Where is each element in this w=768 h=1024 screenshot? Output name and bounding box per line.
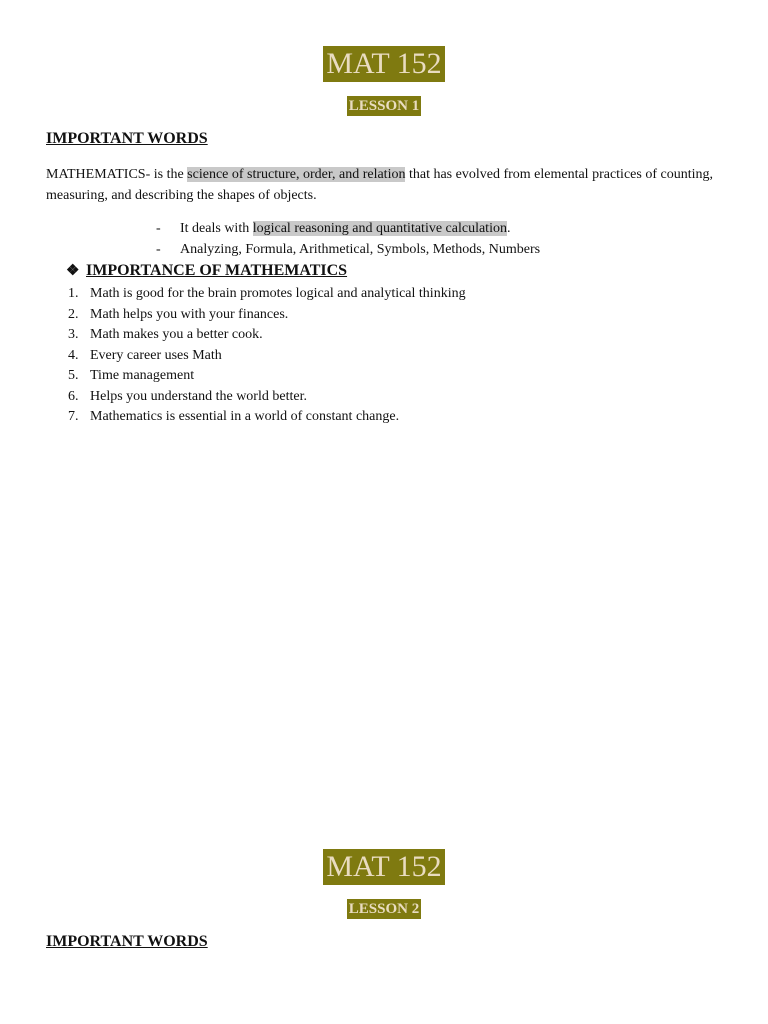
bullet-text-end: . xyxy=(506,221,511,236)
item-number: 1. xyxy=(68,286,79,301)
item-text: Mathematics is essential in a world of constant change. xyxy=(90,409,400,424)
item-text: Math helps you with your finances. xyxy=(90,306,289,322)
definition-term: MATHEMATICS- is the xyxy=(46,167,188,182)
lesson1-title-block xyxy=(0,46,768,82)
dash-bullet: - xyxy=(156,242,161,257)
importance-list xyxy=(66,284,466,428)
list-item xyxy=(66,346,466,367)
list-item xyxy=(66,366,466,387)
item-text: Time management xyxy=(90,368,195,383)
lesson2-title-block xyxy=(0,849,768,885)
item-text: Helps you understand the world better. xyxy=(90,388,307,404)
lesson-label: LESSON 1 xyxy=(348,98,420,114)
list-item xyxy=(156,239,540,260)
importance-heading-text: IMPORTANCE OF MATHEMATICS xyxy=(86,262,348,279)
list-item xyxy=(66,284,466,305)
bullet-text: It deals with xyxy=(180,221,253,236)
bullet-highlight: logical reasoning and quantitative calculation xyxy=(252,221,507,236)
dash-bullet: - xyxy=(156,221,161,236)
list-item xyxy=(156,218,540,239)
list-item xyxy=(66,387,466,408)
diamond-bullet-icon: ❖ xyxy=(66,263,80,279)
item-text: Every career uses Math xyxy=(90,347,222,363)
item-number: 7. xyxy=(68,409,79,424)
definition-rest: that has evolved from elemental practices of counting, measuring, and describing the shapes of objects. xyxy=(46,167,713,203)
importance-heading xyxy=(66,261,347,280)
lesson-label: LESSON 2 xyxy=(348,901,420,917)
item-text: Math is good for the brain promotes logical and analytical thinking xyxy=(90,286,466,301)
lesson2-label-block xyxy=(0,899,768,919)
course-title: MAT 152 xyxy=(323,46,444,82)
item-number: 3. xyxy=(68,327,79,342)
list-item xyxy=(66,305,466,326)
item-text: Math makes you a better cook. xyxy=(90,327,263,342)
important-words-heading: IMPORTANT WORDS xyxy=(46,933,208,950)
course-title: MAT 152 xyxy=(323,849,444,885)
bullet-text: Analyzing, Formula, Arithmetical, Symbols, Methods, Numbers xyxy=(180,242,541,257)
mathematics-definition xyxy=(46,164,726,206)
lesson1-label-block xyxy=(0,96,768,116)
definition-highlight: science of structure, order, and relation xyxy=(187,167,406,182)
list-item xyxy=(66,407,466,428)
item-number: 5. xyxy=(68,368,79,383)
item-number: 2. xyxy=(68,306,79,322)
important-words-heading: IMPORTANT WORDS xyxy=(46,130,208,147)
item-number: 6. xyxy=(68,388,79,404)
list-item xyxy=(66,325,466,346)
item-number: 4. xyxy=(68,347,79,363)
definition-bullet-list xyxy=(156,218,540,260)
